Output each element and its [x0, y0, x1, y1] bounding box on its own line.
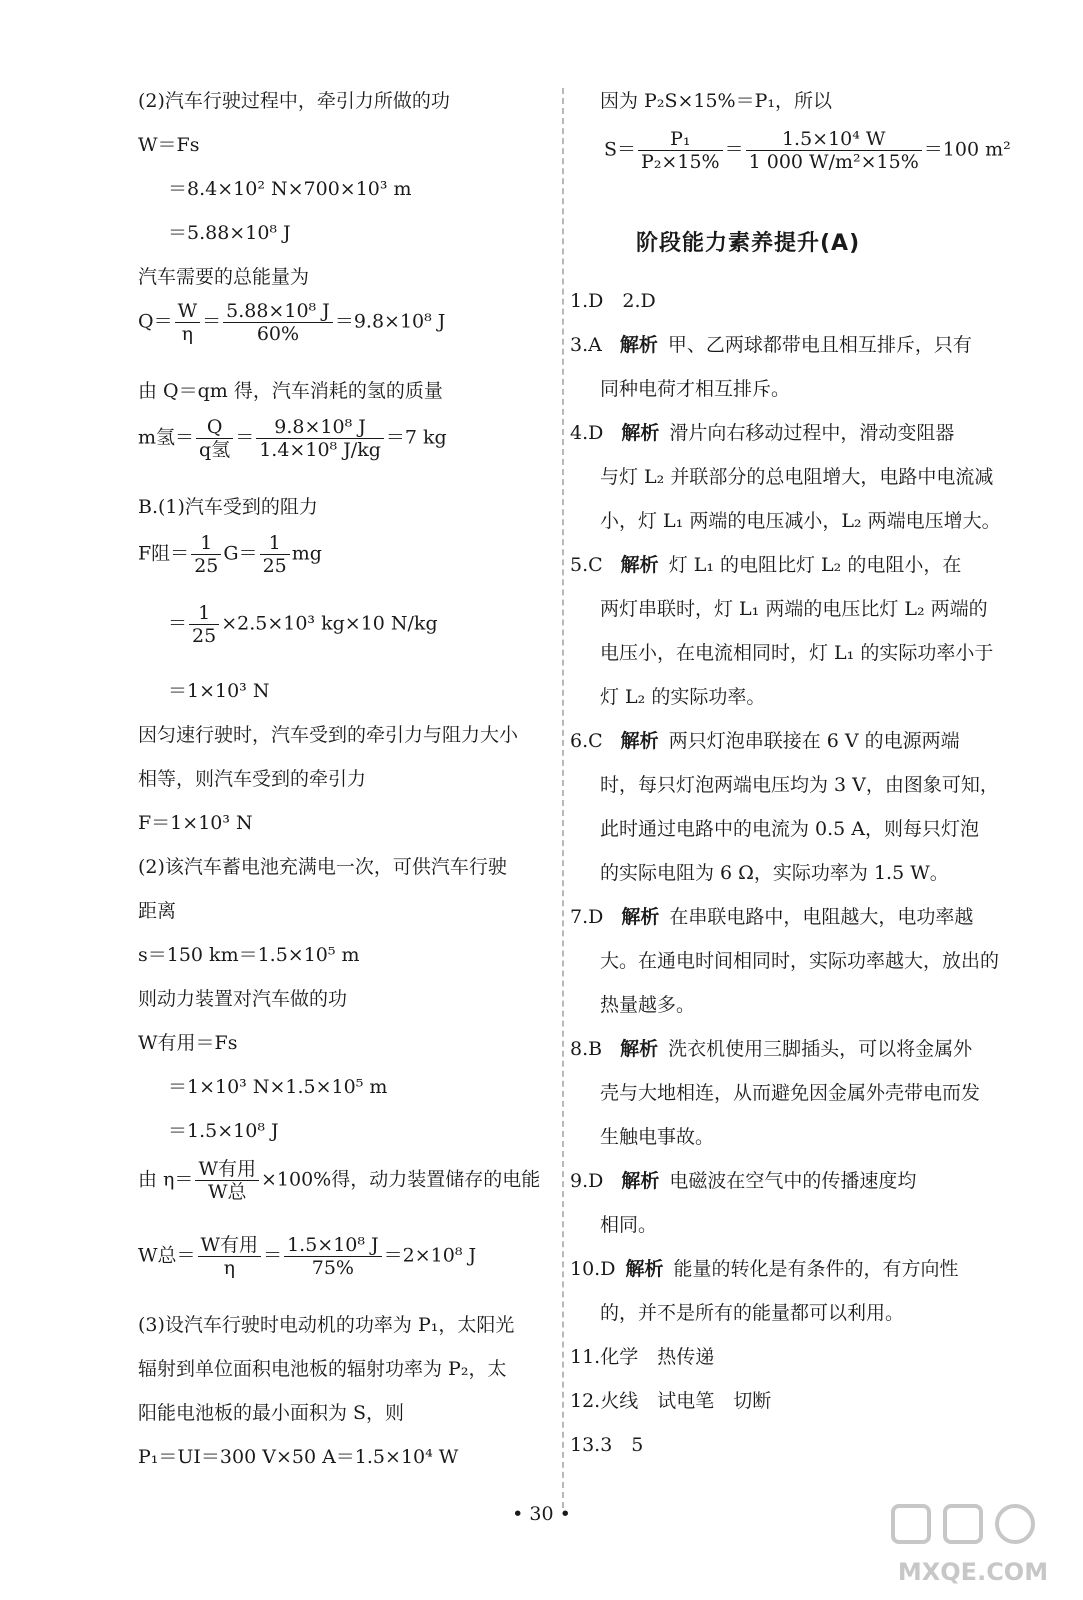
answer-text: 的实际电阻为 6 Ω，实际功率为 1.5 W。 — [600, 862, 949, 884]
answer-text: 两灯串联时，灯 L₁ 两端的电压比灯 L₂ 两端的 — [600, 598, 988, 620]
answer-text: 此时通过电路中的电流为 0.5 A，则每只灯泡 — [600, 818, 980, 840]
answer-text: 的，并不是所有的能量都可以利用。 — [600, 1302, 905, 1324]
answer-text: 热量越多。 — [600, 994, 696, 1016]
equation: ＝1×10³ N×1.5×10⁵ m — [168, 1076, 388, 1098]
text-line: 则动力装置对汽车做的功 — [138, 988, 348, 1010]
answer-item: 9.D 解析 电磁波在空气中的传播速度均 — [570, 1170, 917, 1192]
answer-text: 灯 L₂ 的实际功率。 — [600, 686, 766, 708]
answer-item: 13.3 5 — [570, 1434, 644, 1456]
answer-item: 11.化学 热传递 — [570, 1346, 715, 1368]
answer-item: 10.D 解析 能量的转化是有条件的，有方向性 — [570, 1258, 959, 1280]
answer-text: 电压小，在电流相同时，灯 L₁ 的实际功率小于 — [600, 642, 994, 664]
equation: S＝ $\frac{\text{P₁}}{\text{P₂×15\%}}$ ＝ $\frac{\text{1.5×10⁴ W}}{\text{1 000 W/m²×15\%}}$ ＝100 m² — [604, 128, 1011, 173]
text-line: 由 Q＝qm 得，汽车消耗的氢的质量 — [138, 380, 443, 402]
answer-item: 1.D 2.D — [570, 290, 656, 312]
answer-item: 7.D 解析 在串联电路中，电阻越大，电功率越 — [570, 906, 974, 928]
answer-item: 4.D 解析 滑片向右移动过程中，滑动变阻器 — [570, 422, 955, 444]
answer-item: 12.火线 试电笔 切断 — [570, 1390, 772, 1412]
equation: W有用＝Fs — [138, 1032, 238, 1054]
column-divider — [562, 88, 564, 1508]
text-line: 汽车需要的总能量为 — [138, 266, 310, 288]
text-line: B.(1)汽车受到的阻力 — [138, 496, 318, 518]
text-line: 距离 — [138, 900, 177, 922]
text-line: 因为 P₂S×15%＝P₁，所以 — [600, 90, 833, 112]
watermark-text: MXQE.COM — [897, 1558, 1049, 1586]
equation: m氢＝ $\frac{Q}{\text{q氢}}$ ＝ $\frac{\text{9.8×10⁸ J}}{\text{1.4×10⁸ J/kg}}$ ＝7 kg — [138, 416, 447, 461]
answer-text: 相同。 — [600, 1214, 658, 1236]
equation: W＝Fs — [138, 134, 200, 156]
answer-text: 壳与大地相连，从而避免因金属外壳带电而发 — [600, 1082, 981, 1104]
page-number: • 30 • — [512, 1503, 571, 1525]
equation: W总＝ $\frac{\text{W有用}}{\eta}$ ＝ $\frac{\text{1.5×10⁸ J}}{75\%}$ ＝2×10⁸ J — [138, 1234, 477, 1279]
answer-item: 3.A 解析 甲、乙两球都带电且相互排斥，只有 — [570, 334, 972, 356]
answer-text: 与灯 L₂ 并联部分的总电阻增大，电路中电流减 — [600, 466, 994, 488]
answer-text: 生触电事故。 — [600, 1126, 715, 1148]
equation: F＝1×10³ N — [138, 812, 253, 834]
answer-text: 小，灯 L₁ 两端的电压减小，L₂ 两端电压增大。 — [600, 510, 1001, 532]
answer-text: 同种电荷才相互排斥。 — [600, 378, 791, 400]
equation: P₁＝UI＝300 V×50 A＝1.5×10⁴ W — [138, 1446, 459, 1468]
equation: Q＝ $\frac{W}{\eta}$ ＝ $\frac{\text{5.88×10⁸ J}}{60\%}$ ＝9.8×10⁸ J — [138, 300, 446, 345]
answer-item: 5.C 解析 灯 L₁ 的电阻比灯 L₂ 的电阻小，在 — [570, 554, 962, 576]
equation: ＝8.4×10² N×700×10³ m — [168, 178, 412, 200]
equation: ＝ $\frac{1}{25}$ ×2.5×10³ kg×10 N/kg — [168, 602, 438, 647]
equation: ＝1×10³ N — [168, 680, 270, 702]
text-line: (2)汽车行驶过程中，牵引力所做的功 — [138, 90, 450, 112]
text-line: 阳能电池板的最小面积为 S，则 — [138, 1402, 405, 1424]
text-line: 相等，则汽车受到的牵引力 — [138, 768, 367, 790]
equation: ＝1.5×10⁸ J — [168, 1120, 279, 1142]
text-line: 因匀速行驶时，汽车受到的牵引力与阻力大小 — [138, 724, 519, 746]
equation: s＝150 km＝1.5×10⁵ m — [138, 944, 360, 966]
answer-item: 8.B 解析 洗衣机使用三脚插头，可以将金属外 — [570, 1038, 973, 1060]
equation: ＝5.88×10⁸ J — [168, 222, 291, 244]
text-line: (2)该汽车蓄电池充满电一次，可供汽车行驶 — [138, 856, 507, 878]
text-line: 辐射到单位面积电池板的辐射功率为 P₂，太 — [138, 1358, 507, 1380]
answer-text: 大。在通电时间相同时，实际功率越大，放出的 — [600, 950, 1000, 972]
answer-text: 时，每只灯泡两端电压均为 3 V，由图象可知， — [600, 774, 999, 796]
equation: 由 η＝ $\frac{\text{W有用}}{\text{W总}}$ ×100%得，动力装置储存的电能 — [138, 1158, 541, 1203]
equation: F阻＝ $\frac{1}{25}$ G＝ $\frac{1}{25}$ mg — [138, 532, 322, 577]
text-line: (3)设汽车行驶时电动机的功率为 P₁，太阳光 — [138, 1314, 515, 1336]
answer-item: 6.C 解析 两只灯泡串联接在 6 V 的电源两端 — [570, 730, 960, 752]
section-heading: 阶段能力素养提升(A) — [636, 231, 861, 256]
watermark-logo — [873, 1502, 1073, 1592]
